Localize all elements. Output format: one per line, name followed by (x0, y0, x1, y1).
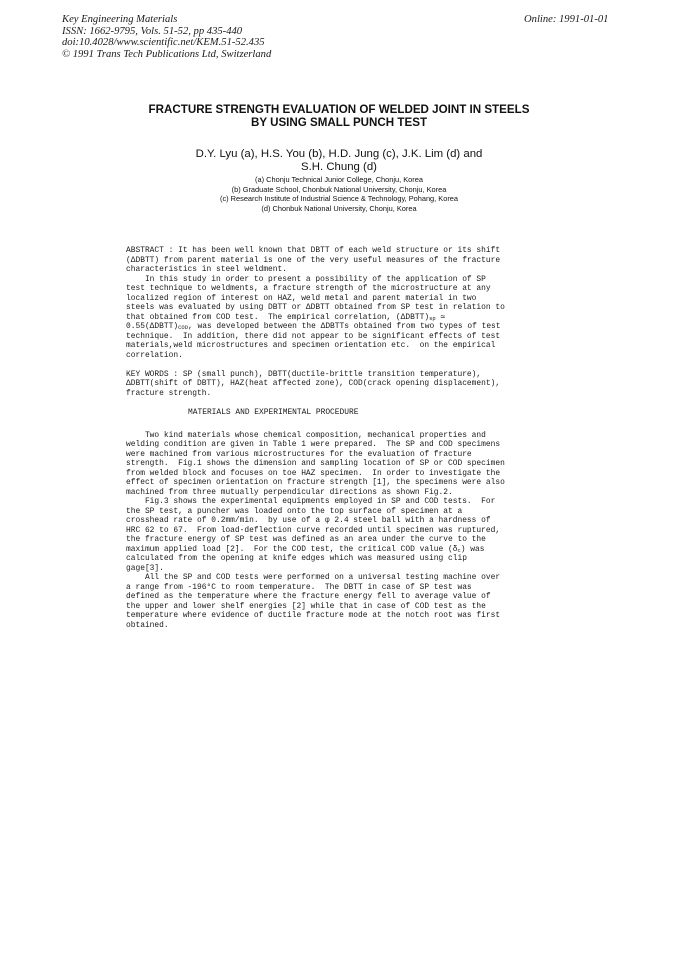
title-line: FRACTURE STRENGTH EVALUATION OF WELDED JOINT IN STEELS (148, 103, 530, 116)
keywords-line: ΔDBTT(shift of DBTT), HAZ(heat affected zone), COD(crack opening displacement), (126, 379, 501, 388)
keywords-line: fracture strength. (126, 388, 212, 398)
journal-metadata (62, 14, 271, 60)
keywords-line: KEY WORDS : SP (small punch), DBTT(ductile-brittle transition temperature), (126, 369, 482, 379)
body-line: calculated from the opening at knife edges which was measured using clip (126, 554, 467, 563)
abstract-line: In this study in order to present a possibility of the application of SP (126, 274, 486, 284)
body-line: Two kind materials whose chemical composition, mechanical properties and (126, 430, 486, 440)
text-span: , was developed between the ΔDBTTs obtained from two types of test (188, 322, 501, 331)
paper-title (0, 103, 678, 130)
affiliation: (b) Graduate School, Chonbuk National University, Chonju, Korea (231, 184, 447, 194)
subscript: COD (178, 324, 188, 331)
abstract-line: (ΔDBTT) from parent material is one of the very useful measures of the fracture (126, 255, 501, 265)
section-body (126, 431, 505, 631)
keywords (126, 370, 505, 399)
abstract-line (126, 322, 505, 332)
affiliation: (a) Chonju Technical Junior College, Chonju, Korea (255, 175, 423, 184)
issn-info: ISSN: 1662-9795, Vols. 51-52, pp 435-440 (62, 25, 243, 37)
text-span: ) was (460, 544, 485, 554)
abstract-line: test technique to weldments, a fracture strength of the microstructure at any (126, 284, 491, 293)
affiliation-list (0, 175, 678, 213)
body-line: welding condition are given in Table 1 were prepared. The SP and COD specimens (126, 440, 501, 449)
body-line: effect of specimen orientation on fracture strength [1], the specimens were also (126, 478, 505, 487)
text-span: ≃ (435, 312, 446, 322)
section-heading: MATERIALS AND EXPERIMENTAL PROCEDURE (188, 407, 359, 417)
text-span: 0.55(ΔDBTT) (126, 322, 179, 331)
abstract-line: characteristics in steel weldment. (126, 265, 287, 274)
body-line: crosshead rate of 0.2mm/min. by use of a φ 2.4 steel ball with a hardness of (126, 516, 491, 525)
body-line: gage[3]. (126, 563, 164, 573)
body-line: HRC 62 to 67. From load-deflection curve recorded until specimen was ruptured, (126, 525, 501, 535)
abstract-line (126, 313, 505, 323)
abstract-line: technique. In addition, there did not appear to be significant effects of test (126, 331, 501, 341)
author-line: S.H. Chung (d) (301, 160, 377, 173)
author-list (0, 148, 678, 173)
body-line: the fracture energy of SP test was defined as an area under the curve to the (126, 535, 486, 544)
abstract (126, 246, 505, 360)
copyright-notice: © 1991 Trans Tech Publications Ltd, Switzerland (62, 48, 272, 60)
abstract-line: steels was evaluated by using DBTT or ΔDBTT obtained from SP test in relation to (126, 303, 505, 312)
author-line: D.Y. Lyu (a), H.S. You (b), H.D. Jung (c), J.K. Lim (d) and (195, 148, 483, 160)
affiliation: (d) Chonbuk National University, Chonju, Korea (261, 203, 417, 213)
spacer (126, 398, 505, 408)
doi-link[interactable]: doi:10.4028/www.scientific.net/KEM.51-52.435 (62, 37, 265, 49)
body-line: machined from three mutually perpendicular directions as shown Fig.2. (126, 487, 453, 497)
subscript: sp (429, 314, 436, 322)
body-line: were machined from various microstructures for the evaluation of fracture (126, 449, 472, 459)
spacer (126, 417, 505, 427)
body-line: the SP test, a puncher was loaded onto the top surface of specimen at a (126, 506, 463, 516)
abstract-line: localized region of interest on HAZ, weld metal and parent material in two (126, 293, 477, 303)
subscript: c (457, 546, 461, 554)
text-span: that obtained from COD test. The empirical correlation, (ΔDBTT) (126, 312, 430, 322)
body-line: from welded block and focuses on toe HAZ specimen. In order to investigate the (126, 468, 501, 478)
abstract-line: materials,weld microstructures and specimen orientation etc. on the empirical (126, 341, 496, 350)
affiliation: (c) Research Institute of Industrial Science & Technology, Pohang, Korea (220, 194, 458, 204)
body-line: strength. Fig.1 shows the dimension and sampling location of SP or COD specimen (126, 459, 505, 468)
spacer (126, 360, 505, 370)
journal-name: Key Engineering Materials (62, 14, 178, 25)
body-line: a range from -196°C to room temperature. The DBTT in case of SP test was (126, 582, 472, 592)
body-line: Fig.3 shows the experimental equipments employed in SP and COD tests. For (126, 497, 496, 506)
body-line: temperature where evidence of ductile fracture mode at the notch root was first (126, 611, 501, 620)
paper-body (126, 246, 505, 630)
body-line: All the SP and COD tests were performed on a universal testing machine over (126, 573, 501, 582)
online-date: Online: 1991-01-01 (524, 14, 609, 25)
body-line (126, 545, 505, 555)
abstract-line: ABSTRACT : It has been well known that DBTT of each weld structure or its shift (126, 246, 501, 255)
text-span: maximum applied load [2]. For the COD test, the critical COD value (δ (126, 544, 458, 554)
body-line: the upper and lower shelf energies [2] while that in case of COD test as the (126, 601, 486, 611)
body-line: defined as the temperature where the fracture energy fell to average value of (126, 592, 491, 601)
body-line: obtained. (126, 620, 169, 630)
title-line: BY USING SMALL PUNCH TEST (250, 116, 428, 130)
abstract-line: correlation. (126, 350, 183, 360)
